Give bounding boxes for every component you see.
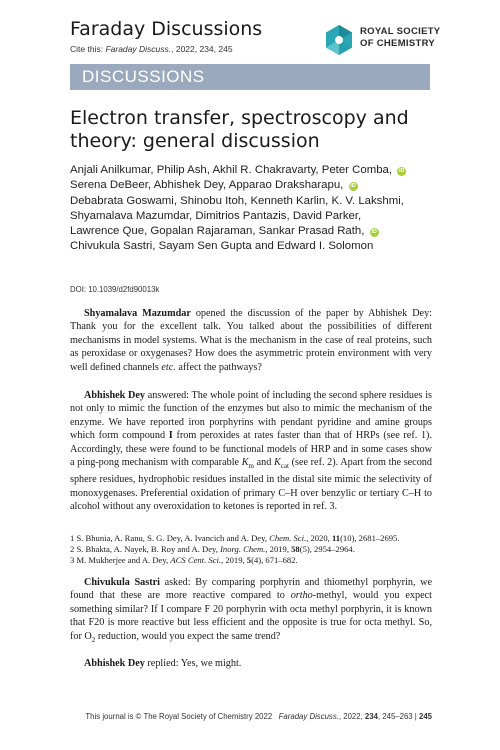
- paragraph-sastri: Chivukula Sastri asked: By comparing porphyrin and thiomethyl porphyrin, we found that these are more reactive compared to ortho-methyl, would you expect something similar? If I compare F 20 porphyrin with octa methyl porphyrin, it is known that F20 is more reactive but less efficient and the opposite is true for octa methyl. So, for $O_2$ reduction, would you expect the same trend?: [70, 577, 432, 644]
- speaker-name: Abhishek Dey: [84, 658, 145, 669]
- rsc-emblem-icon: [322, 23, 356, 57]
- reference-item: 3 M. Mukherjee and A. Dey, ACS Cent. Sci., 2019, 5(4), 671–682.: [70, 555, 298, 566]
- cite-label: Cite this:: [70, 44, 104, 54]
- reference-item: 1 S. Bhunia, A. Ranu, S. G. Dey, A. Ivancich and A. Dey, Chem. Sci., 2020, 11(10), 2681–2695.: [70, 533, 400, 543]
- page-footer: This journal is © The Royal Society of Chemistry 2022 Faraday Discuss., 2022, 234, 245–263 | 245: [85, 712, 432, 721]
- author-line: Anjali Anilkumar, Philip Ash, Akhil R. Chakravarty, Peter Comba, iD: [70, 164, 405, 176]
- paragraph-dey-reply: Abhishek Dey replied: Yes, we might.: [84, 658, 242, 669]
- doi-link[interactable]: DOI: 10.1039/d2fd90013k: [70, 285, 160, 294]
- section-banner: [70, 64, 430, 90]
- speaker-name: Shyamalava Mazumdar: [84, 308, 191, 319]
- speaker-name: Abhishek Dey: [84, 390, 146, 401]
- speaker-name: Chivukula Sastri: [84, 577, 160, 588]
- author-line: Chivukula Sastri, Sayam Sen Gupta and Edward I. Solomon: [70, 240, 374, 253]
- journal-name: Faraday Discussions: [70, 18, 263, 40]
- citation: [70, 44, 233, 54]
- paragraph-dey-answer: Abhishek Dey answered: The whole point of including the second sphere residues is not only to mimic the function of the enzymes but also to mimic the mechanism of the enzyme. We have reported iron porphyrins with pendant pyridine and amine groups which form compound I from peroxides at rates faster than that of HRPs (see ref. 1). Accordingly, these were found to be functional models of HRP and in some cases show a ping-pong mechanism with comparable $K_m$ and $K_{cat}$ (see ref. 2). Apart from the second sphere residues, hydrophobic residues installed in the distal site mimic the selectivity of monoxygenases. Preferential oxidation of primary C–H over benzylic or tertiary C–H to alcohol without any overoxidation to ketones is reported in ref. 3.: [70, 390, 432, 513]
- author-line: Shyamalava Mazumdar, Dimitrios Pantazis, David Parker,: [70, 209, 362, 222]
- author-line: Serena DeBeer, Abhishek Dey, Apparao Draksharapu, iD: [70, 179, 356, 192]
- orcid-icon[interactable]: iD: [350, 183, 356, 190]
- author-line: Debabrata Goswami, Shinobu Itoh, Kenneth Karlin, K. V. Lakshmi,: [70, 194, 404, 207]
- banner-label: DISCUSSIONS: [82, 67, 205, 86]
- orcid-icon[interactable]: iD: [398, 168, 405, 174]
- page-number: 245: [418, 712, 432, 721]
- cite-rest: , 2022, 234, 245: [171, 44, 233, 54]
- orcid-icon[interactable]: iD: [371, 229, 377, 236]
- author-line: Lawrence Que, Gopalan Rajaraman, Sankar Prasad Rath, iD: [70, 225, 377, 238]
- paragraph-mazumdar: Shyamalava Mazumdar opened the discussion of the paper by Abhishek Dey: Thank you for the excellent talk. You talked about the possibilities of different mechanisms in model systems. What is the mechanism in the case of real proteins, such as peroxidase or oxygenases? How does the asymmetric protein environment with very well defined channels etc. affect the pathways?: [70, 308, 432, 373]
- article-title: Electron transfer, spectroscopy and theory: general discussion: [70, 107, 409, 152]
- rsc-wordmark: ROYAL SOCIETY OF CHEMISTRY: [360, 26, 441, 49]
- author-list: [70, 163, 440, 255]
- rsc-logo: [322, 20, 462, 60]
- reference-list: [70, 533, 440, 567]
- reference-item: 2 S. Bhakta, A. Nayek, B. Roy and A. Dey, Inorg. Chem., 2019, 58(5), 2954–2964.: [70, 544, 355, 555]
- cite-journal: Faraday Discuss.: [105, 44, 172, 54]
